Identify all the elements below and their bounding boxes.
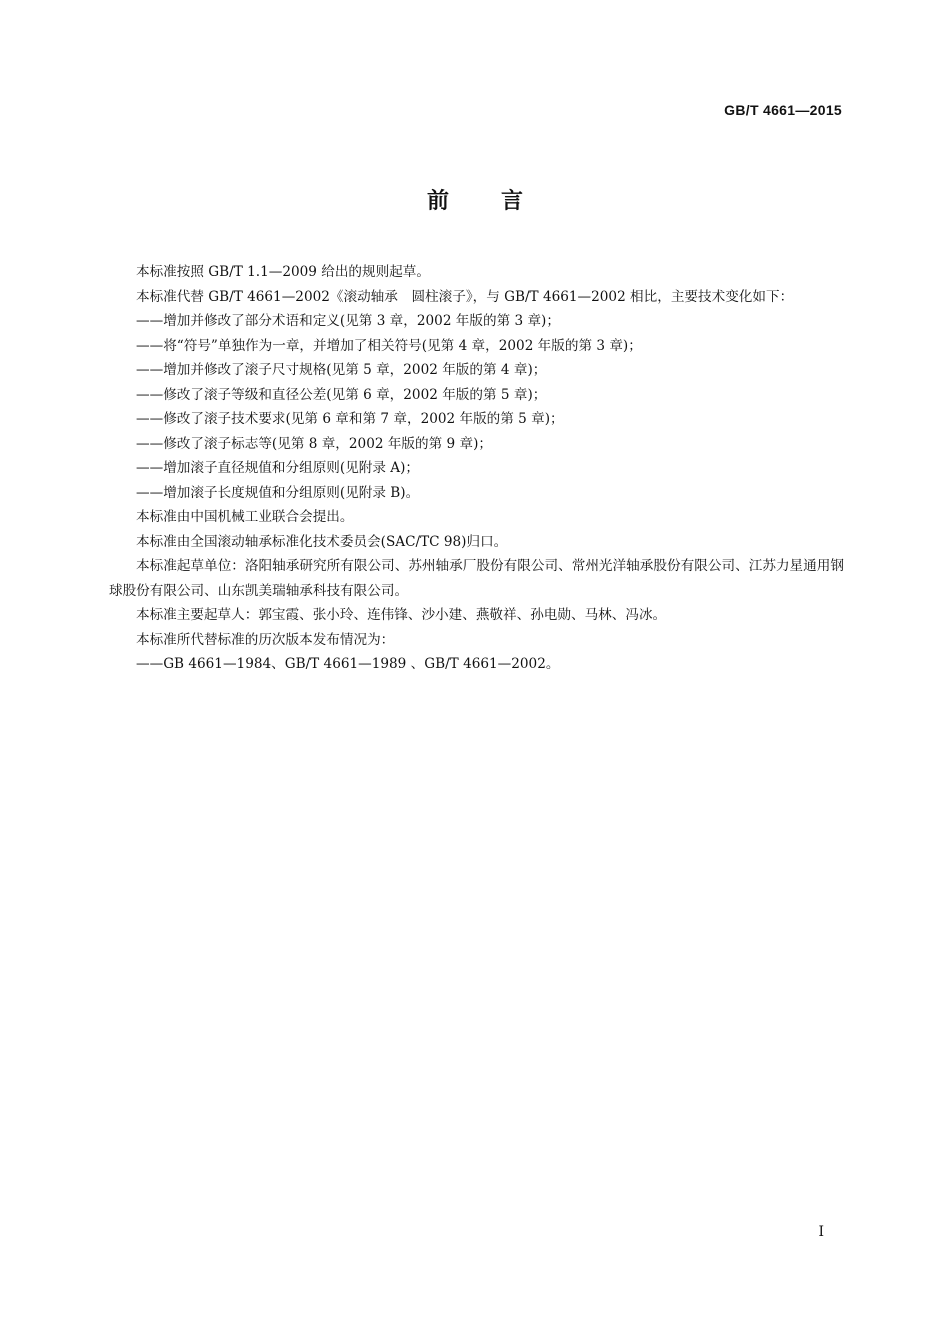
change-item: ——增加滚子长度规值和分组原则(见附录 B)。 xyxy=(136,484,420,501)
paragraph-drafting-rules: 本标准按照 GB/T 1.1—2009 给出的规则起草。 xyxy=(136,264,430,280)
paragraph-history-intro: 本标准所代替标准的历次版本发布情况为： xyxy=(136,631,395,648)
foreword-body xyxy=(109,260,844,677)
change-item: ——增加滚子直径规值和分组原则(见附录 A)； xyxy=(136,460,420,476)
page-number: I xyxy=(818,1224,824,1240)
page-title xyxy=(0,184,950,215)
paragraph-committee: 本标准由全国滚动轴承标准化技术委员会(SAC/TC 98)归口。 xyxy=(136,533,508,550)
standard-code-header: GB/T 4661—2015 xyxy=(724,102,842,118)
change-item: ——修改了滚子技术要求(见第 6 章和第 7 章，2002 年版的第 5 章)； xyxy=(136,411,564,427)
paragraph-replacement: 本标准代替 GB/T 4661—2002《滚动轴承 圆柱滚子》，与 GB/T 4661—2002 相比，主要技术变化如下： xyxy=(136,288,794,305)
change-item: ——将“符号”单独作为一章，并增加了相关符号(见第 4 章，2002 年版的第 3 章)； xyxy=(136,337,642,354)
change-item: ——修改了滚子等级和直径公差(见第 6 章，2002 年版的第 5 章)； xyxy=(136,386,547,403)
paragraph-proposer: 本标准由中国机械工业联合会提出。 xyxy=(136,509,354,525)
change-item: ——增加并修改了滚子尺寸规格(见第 5 章，2002 年版的第 4 章)； xyxy=(136,362,547,378)
paragraph-drafting-units: 本标准起草单位：洛阳轴承研究所有限公司、苏州轴承厂股份有限公司、常州光洋轴承股份有限公司、江苏力星通用钢球股份有限公司、山东凯美瑞轴承科技有限公司。 xyxy=(109,558,844,599)
change-item: ——增加并修改了部分术语和定义(见第 3 章，2002 年版的第 3 章)； xyxy=(136,313,560,329)
history-item: ——GB 4661—1984、GB/T 4661—1989 、GB/T 4661—2002。 xyxy=(136,656,560,672)
paragraph-drafters: 本标准主要起草人：郭宝霞、张小玲、连伟锋、沙小建、燕敬祥、孙电勋、马林、冯冰。 xyxy=(136,607,667,623)
change-item: ——修改了滚子标志等(见第 8 章，2002 年版的第 9 章)； xyxy=(136,435,492,452)
title-char-2: 言 xyxy=(501,189,524,214)
title-char-1: 前 xyxy=(426,189,449,214)
